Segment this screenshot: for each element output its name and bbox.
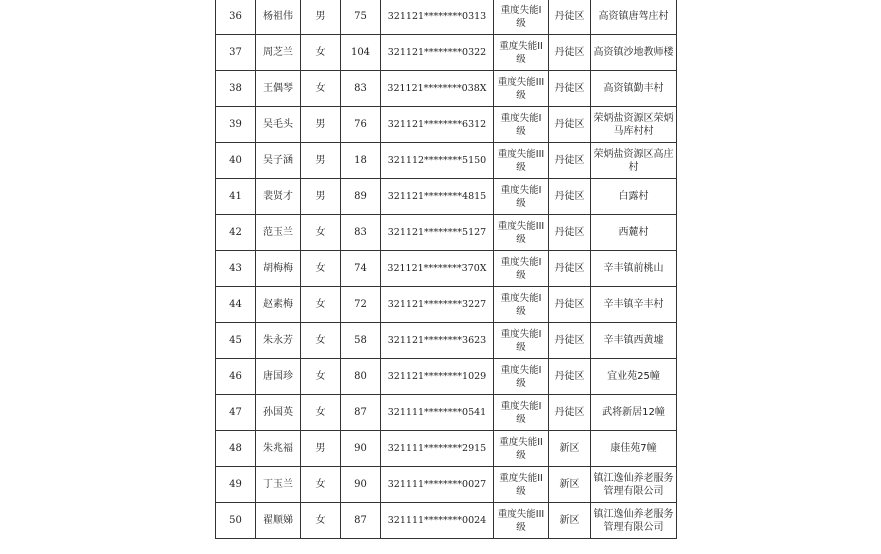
cell-disability-level: 重度失能I级 xyxy=(494,251,549,287)
cell-disability-level: 重度失能I级 xyxy=(494,395,549,431)
cell-gender: 女 xyxy=(301,215,341,251)
care-recipient-table xyxy=(215,0,677,539)
cell-address: 武将新居12幢 xyxy=(591,395,677,431)
table-row xyxy=(216,287,677,323)
cell-name: 胡梅梅 xyxy=(256,251,301,287)
cell-gender: 女 xyxy=(301,395,341,431)
cell-id-number: 321111********0024 xyxy=(381,503,494,539)
document-table-page xyxy=(215,0,676,539)
cell-district: 新区 xyxy=(549,431,591,467)
cell-id-number: 321121********0322 xyxy=(381,35,494,71)
cell-gender: 男 xyxy=(301,431,341,467)
cell-disability-level: 重度失能II级 xyxy=(494,467,549,503)
cell-id-number: 321121********370X xyxy=(381,251,494,287)
table-row xyxy=(216,323,677,359)
cell-address: 镇江逸仙养老服务管理有限公司 xyxy=(591,503,677,539)
cell-disability-level: 重度失能III级 xyxy=(494,215,549,251)
cell-number: 43 xyxy=(216,251,256,287)
cell-disability-level: 重度失能III级 xyxy=(494,71,549,107)
cell-address: 西麓村 xyxy=(591,215,677,251)
cell-name: 吴毛头 xyxy=(256,107,301,143)
cell-disability-level: 重度失能I级 xyxy=(494,287,549,323)
cell-id-number: 321111********0027 xyxy=(381,467,494,503)
cell-gender: 女 xyxy=(301,35,341,71)
table-row xyxy=(216,143,677,179)
cell-gender: 女 xyxy=(301,71,341,107)
cell-name: 翟顺娣 xyxy=(256,503,301,539)
cell-number: 41 xyxy=(216,179,256,215)
cell-district: 丹徒区 xyxy=(549,179,591,215)
cell-address: 镇江逸仙养老服务管理有限公司 xyxy=(591,467,677,503)
cell-number: 39 xyxy=(216,107,256,143)
cell-gender: 女 xyxy=(301,467,341,503)
cell-id-number: 321121********0313 xyxy=(381,0,494,35)
cell-gender: 男 xyxy=(301,107,341,143)
cell-age: 76 xyxy=(341,107,381,143)
cell-gender: 男 xyxy=(301,143,341,179)
cell-number: 46 xyxy=(216,359,256,395)
cell-district: 新区 xyxy=(549,503,591,539)
table-row xyxy=(216,35,677,71)
cell-gender: 女 xyxy=(301,287,341,323)
cell-id-number: 321121********6312 xyxy=(381,107,494,143)
cell-name: 朱永芳 xyxy=(256,323,301,359)
cell-age: 83 xyxy=(341,71,381,107)
cell-number: 48 xyxy=(216,431,256,467)
cell-age: 87 xyxy=(341,503,381,539)
cell-disability-level: 重度失能III级 xyxy=(494,143,549,179)
cell-number: 47 xyxy=(216,395,256,431)
cell-gender: 男 xyxy=(301,179,341,215)
cell-address: 白露村 xyxy=(591,179,677,215)
table-row xyxy=(216,251,677,287)
cell-number: 38 xyxy=(216,71,256,107)
table-row xyxy=(216,179,677,215)
cell-address: 高资镇沙地教师楼 xyxy=(591,35,677,71)
cell-gender: 女 xyxy=(301,251,341,287)
cell-age: 90 xyxy=(341,431,381,467)
cell-age: 80 xyxy=(341,359,381,395)
cell-name: 吴子涵 xyxy=(256,143,301,179)
table-row xyxy=(216,503,677,539)
cell-name: 孙国英 xyxy=(256,395,301,431)
cell-number: 40 xyxy=(216,143,256,179)
cell-id-number: 321121********3227 xyxy=(381,287,494,323)
cell-id-number: 321121********1029 xyxy=(381,359,494,395)
cell-district: 新区 xyxy=(549,467,591,503)
cell-address: 高资镇唐驾庄村 xyxy=(591,0,677,35)
table-row xyxy=(216,0,677,35)
cell-id-number: 321112********5150 xyxy=(381,143,494,179)
table-row xyxy=(216,215,677,251)
cell-district: 丹徒区 xyxy=(549,323,591,359)
cell-age: 18 xyxy=(341,143,381,179)
cell-age: 75 xyxy=(341,0,381,35)
cell-age: 74 xyxy=(341,251,381,287)
cell-district: 丹徒区 xyxy=(549,35,591,71)
cell-number: 45 xyxy=(216,323,256,359)
cell-disability-level: 重度失能I级 xyxy=(494,179,549,215)
cell-name: 杨祖伟 xyxy=(256,0,301,35)
cell-district: 丹徒区 xyxy=(549,359,591,395)
cell-id-number: 321121********4815 xyxy=(381,179,494,215)
cell-district: 丹徒区 xyxy=(549,251,591,287)
cell-address: 荣炳盐资源区高庄村 xyxy=(591,143,677,179)
cell-name: 朱兆福 xyxy=(256,431,301,467)
cell-address: 高资镇勤丰村 xyxy=(591,71,677,107)
cell-name: 唐国珍 xyxy=(256,359,301,395)
cell-age: 89 xyxy=(341,179,381,215)
cell-disability-level: 重度失能I级 xyxy=(494,0,549,35)
cell-age: 104 xyxy=(341,35,381,71)
cell-id-number: 321121********3623 xyxy=(381,323,494,359)
cell-disability-level: 重度失能II级 xyxy=(494,431,549,467)
cell-district: 丹徒区 xyxy=(549,287,591,323)
table-row xyxy=(216,107,677,143)
cell-district: 丹徒区 xyxy=(549,395,591,431)
table-row xyxy=(216,467,677,503)
cell-district: 丹徒区 xyxy=(549,143,591,179)
cell-name: 赵素梅 xyxy=(256,287,301,323)
cell-disability-level: 重度失能I级 xyxy=(494,359,549,395)
cell-number: 37 xyxy=(216,35,256,71)
cell-gender: 女 xyxy=(301,503,341,539)
table-row xyxy=(216,431,677,467)
cell-district: 丹徒区 xyxy=(549,0,591,35)
cell-gender: 男 xyxy=(301,0,341,35)
cell-number: 42 xyxy=(216,215,256,251)
cell-id-number: 321111********0541 xyxy=(381,395,494,431)
cell-age: 83 xyxy=(341,215,381,251)
cell-number: 49 xyxy=(216,467,256,503)
cell-number: 44 xyxy=(216,287,256,323)
cell-address: 宜业苑25幢 xyxy=(591,359,677,395)
cell-id-number: 321111********2915 xyxy=(381,431,494,467)
cell-gender: 女 xyxy=(301,323,341,359)
cell-name: 范玉兰 xyxy=(256,215,301,251)
cell-address: 辛丰镇西黄墟 xyxy=(591,323,677,359)
cell-name: 周芝兰 xyxy=(256,35,301,71)
table-body xyxy=(216,0,677,539)
cell-disability-level: 重度失能III级 xyxy=(494,503,549,539)
cell-name: 裴贤才 xyxy=(256,179,301,215)
cell-id-number: 321121********5127 xyxy=(381,215,494,251)
cell-district: 丹徒区 xyxy=(549,215,591,251)
cell-district: 丹徒区 xyxy=(549,107,591,143)
cell-address: 康佳苑7幢 xyxy=(591,431,677,467)
cell-number: 50 xyxy=(216,503,256,539)
cell-name: 王偶琴 xyxy=(256,71,301,107)
cell-name: 丁玉兰 xyxy=(256,467,301,503)
cell-address: 荣炳盐资源区荣炳马库村村 xyxy=(591,107,677,143)
cell-disability-level: 重度失能I级 xyxy=(494,107,549,143)
cell-id-number: 321121********038X xyxy=(381,71,494,107)
table-row xyxy=(216,359,677,395)
cell-district: 丹徒区 xyxy=(549,71,591,107)
cell-address: 辛丰镇辛丰村 xyxy=(591,287,677,323)
cell-age: 90 xyxy=(341,467,381,503)
cell-disability-level: 重度失能II级 xyxy=(494,35,549,71)
cell-age: 72 xyxy=(341,287,381,323)
cell-disability-level: 重度失能I级 xyxy=(494,323,549,359)
table-row xyxy=(216,71,677,107)
cell-address: 辛丰镇前桃山 xyxy=(591,251,677,287)
cell-age: 58 xyxy=(341,323,381,359)
cell-age: 87 xyxy=(341,395,381,431)
cell-number: 36 xyxy=(216,0,256,35)
cell-gender: 女 xyxy=(301,359,341,395)
table-row xyxy=(216,395,677,431)
